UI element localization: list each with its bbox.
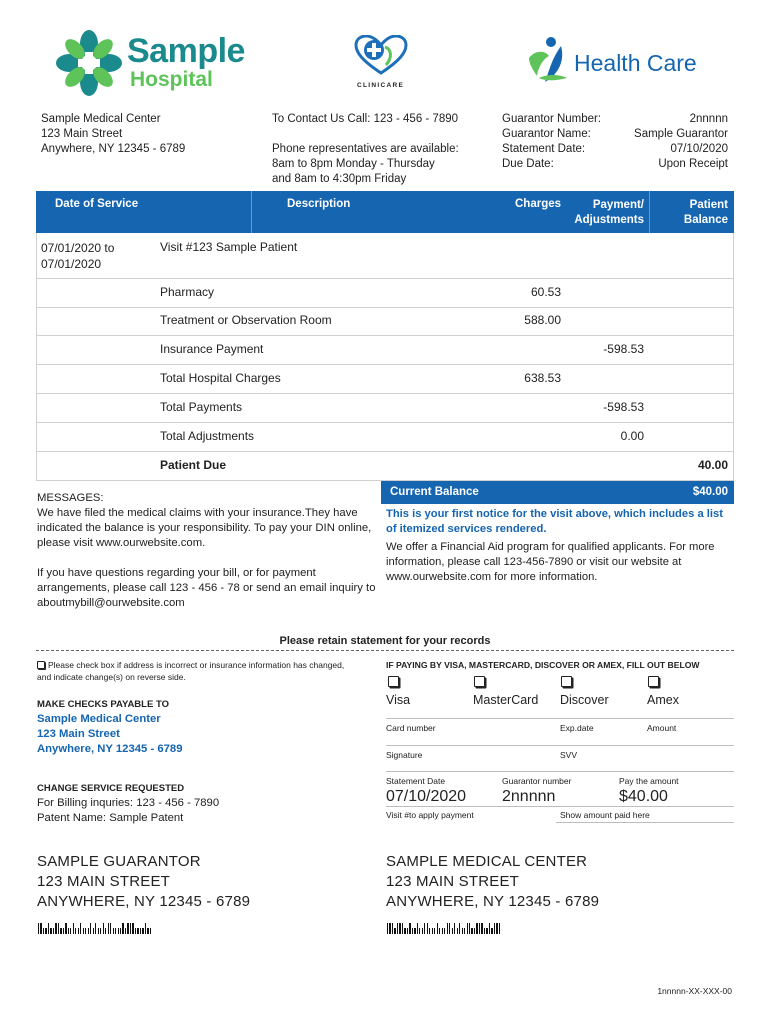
sender-address	[41, 112, 185, 157]
table-row-payment: -598.53	[603, 400, 644, 414]
header-payment-line: Adjustments	[574, 213, 644, 226]
service-date	[41, 240, 114, 272]
heart-cross-icon	[353, 35, 409, 75]
payable-line: Anywhere, NY 12345 - 6789	[37, 743, 183, 755]
payable-block	[37, 697, 182, 757]
barcode-bar	[135, 928, 136, 934]
barcode-bar	[88, 928, 89, 934]
barcode-bar	[65, 923, 66, 934]
logo-word-hospital: Hospital	[130, 68, 213, 91]
tear-line	[36, 650, 734, 651]
table-row-payment: -598.53	[603, 342, 644, 356]
barcode-bar	[90, 923, 91, 934]
guarantor-label: Statement Date:	[502, 143, 586, 155]
guarantor-label: Due Date:	[502, 158, 554, 170]
table-row-desc: Total Hospital Charges	[160, 371, 281, 385]
check-note-line: Please check box if address is incorrect or insurance information has changed,	[48, 660, 345, 670]
barcode-bar	[389, 923, 390, 934]
barcode-bar	[427, 923, 428, 934]
payable-title: MAKE CHECKS PAYABLE TO	[37, 699, 169, 710]
postal-barcode	[38, 923, 152, 934]
barcode-bar	[407, 928, 408, 934]
barcode-bar	[40, 923, 41, 934]
barcode-bar	[402, 923, 403, 934]
postal-barcode	[387, 923, 501, 934]
barcode-bar	[494, 923, 495, 934]
visa-checkbox[interactable]	[388, 676, 399, 687]
barcode-bar	[387, 923, 388, 934]
barcode-bar	[437, 923, 438, 934]
contact-line: and 8am to 4:30pm Friday	[272, 173, 407, 185]
patient-due-value: 40.00	[697, 458, 728, 472]
barcode-bar	[93, 928, 94, 934]
sender-line: 123 Main Street	[41, 128, 123, 140]
message-line: please visit www.ourwebsite.com.	[37, 537, 206, 549]
row-divider	[36, 451, 734, 452]
header-balance-line: Patient	[689, 199, 728, 211]
notice-line: This is your first notice for the visit above, which includes a list	[386, 508, 723, 520]
table-row-charge: 638.53	[524, 371, 561, 385]
balance-notice	[386, 507, 736, 585]
barcode-bar	[58, 923, 59, 934]
barcode-bar	[115, 928, 116, 934]
table-row-desc: Treatment or Observation Room	[160, 313, 332, 327]
barcode-bar	[459, 923, 460, 934]
statement-table-header	[36, 191, 734, 233]
barcode-bar	[409, 923, 410, 934]
hospital-cross-icon	[56, 30, 122, 96]
logo-word-sample: Sample	[127, 32, 245, 70]
retain-statement-note: Please retain statement for your records	[279, 635, 491, 647]
header-divider	[251, 191, 252, 233]
mastercard-checkbox[interactable]	[474, 676, 485, 687]
barcode-bar	[147, 928, 148, 934]
barcode-bar	[120, 928, 121, 934]
barcode-bar	[467, 923, 468, 934]
table-row-charge: 60.53	[530, 285, 561, 299]
visit-apply-note: Visit #to apply payment	[386, 810, 474, 820]
barcode-bar	[68, 928, 69, 934]
row-divider	[36, 335, 734, 336]
barcode-bar	[432, 928, 433, 934]
row-divider	[36, 278, 734, 279]
barcode-bar	[449, 923, 450, 934]
barcode-bar	[38, 923, 39, 934]
barcode-bar	[499, 923, 500, 934]
amount-label: Amount	[647, 723, 677, 733]
header-balance-line: Balance	[683, 213, 728, 226]
barcode-bar	[412, 928, 413, 934]
barcode-bar	[70, 928, 71, 934]
header-charges: Charges	[515, 198, 562, 210]
barcode-bar	[95, 923, 96, 934]
sample-hospital-logo	[56, 30, 256, 94]
table-row-desc: Total Adjustments	[160, 429, 255, 443]
barcode-bar	[424, 923, 425, 934]
table-left-border	[36, 233, 37, 480]
guarantor-address-line: SAMPLE GUARANTOR	[37, 853, 201, 870]
amex-checkbox[interactable]	[648, 676, 659, 687]
barcode-bar	[43, 928, 44, 934]
aid-line: www.ourwebsite.com for more information.	[386, 571, 598, 583]
header-payment-line: Payment/	[592, 199, 644, 211]
contact-line: To Contact Us Call: 123 - 456 - 7890	[272, 113, 459, 125]
barcode-bar	[464, 928, 465, 934]
billing-inquiries: For Billing inquries: 123 - 456 - 7890	[37, 797, 220, 809]
clinicare-logo	[351, 35, 411, 93]
barcode-bar	[399, 923, 400, 934]
address-change-checkbox[interactable]	[37, 661, 45, 669]
exp-date-label: Exp.date	[560, 723, 594, 733]
barcode-bar	[474, 928, 475, 934]
health-care-logo	[525, 36, 735, 86]
form-line	[386, 806, 734, 807]
table-row-charge: 588.00	[524, 313, 561, 327]
card-label-discover: Discover	[560, 693, 609, 707]
barcode-bar	[434, 928, 435, 934]
barcode-bar	[105, 928, 106, 934]
barcode-bar	[496, 923, 497, 934]
guarantor-address-line: 123 MAIN STREET	[37, 873, 171, 890]
statement-date-value: 07/10/2020	[386, 788, 467, 805]
header-payment	[574, 198, 644, 227]
barcode-bar	[137, 928, 138, 934]
barcode-bar	[417, 923, 418, 934]
barcode-bar	[78, 928, 79, 934]
pay-amount-label: Pay the amount	[619, 776, 679, 786]
row-divider	[36, 393, 734, 394]
message-line: We have filed the medical claims with your insurance.They have	[37, 507, 358, 519]
barcode-bar	[118, 928, 119, 934]
header-divider	[649, 191, 650, 233]
barcode-bar	[80, 923, 81, 934]
barcode-bar	[457, 928, 458, 934]
barcode-bar	[55, 923, 56, 934]
patient-name: Patent Name: Sample Patent	[37, 812, 184, 824]
barcode-bar	[469, 923, 470, 934]
table-row-desc: Total Payments	[160, 400, 243, 414]
current-balance-value: $40.00	[692, 486, 728, 498]
message-line: arrangements, please call 123 - 456 - 78 or send an email inquiry to	[37, 582, 376, 594]
statement-date-label: Statement Date	[386, 776, 446, 786]
barcode-bar	[422, 928, 423, 934]
footer-code: 1nnnnn-XX-XXX-00	[657, 986, 732, 996]
barcode-bar	[444, 928, 445, 934]
notice-line: of itemized services rendered.	[386, 523, 547, 535]
table-row-payment: 0.00	[620, 429, 644, 443]
contact-line: Phone representatives are available:	[272, 143, 459, 155]
header-description: Description	[287, 198, 351, 210]
aid-line: We offer a Financial Aid program for qualified applicants. For more	[386, 541, 715, 553]
barcode-bar	[60, 928, 61, 934]
header-patient-balance	[684, 198, 728, 227]
center-address-line: SAMPLE MEDICAL CENTER	[386, 853, 588, 870]
center-address-line: 123 MAIN STREET	[386, 873, 520, 890]
barcode-bar	[489, 923, 490, 934]
change-service-block	[37, 781, 219, 826]
barcode-bar	[53, 928, 54, 934]
barcode-bar	[63, 928, 64, 934]
barcode-bar	[127, 923, 128, 934]
service-date-line: 07/01/2020 to	[41, 241, 115, 255]
barcode-bar	[83, 928, 84, 934]
form-line	[386, 771, 734, 772]
visit-description: Visit #123 Sample Patient	[160, 240, 298, 254]
barcode-bar	[75, 928, 76, 934]
barcode-bar	[452, 928, 453, 934]
form-line	[386, 718, 734, 719]
payable-line: 123 Main Street	[37, 728, 120, 740]
message-line: If you have questions regarding your bill, or for payment	[37, 567, 316, 579]
barcode-bar	[419, 928, 420, 934]
pay-amount-value: $40.00	[619, 788, 668, 805]
guarantor-values	[634, 112, 728, 172]
payable-line: Sample Medical Center	[37, 713, 161, 725]
guarantor-number-label: Guarantor number	[502, 776, 572, 786]
card-number-label: Card number	[386, 723, 436, 733]
current-balance-label: Current Balance	[390, 486, 479, 498]
row-divider	[36, 364, 734, 365]
barcode-bar	[130, 923, 131, 934]
sender-line: Sample Medical Center	[41, 113, 161, 125]
table-right-border	[733, 233, 734, 480]
card-payment-title: IF PAYING BY VISA, MASTERCARD, DISCOVER OR AMEX, FILL OUT BELOW	[386, 660, 700, 670]
barcode-bar	[98, 928, 99, 934]
barcode-bar	[100, 928, 101, 934]
center-address-line: ANYWHERE, NY 12345 - 6789	[386, 893, 600, 910]
barcode-bar	[85, 928, 86, 934]
change-service-title: CHANGE SERVICE REQUESTED	[37, 783, 185, 794]
service-date-line: 07/01/2020	[41, 257, 102, 271]
barcode-bar	[414, 928, 415, 934]
contact-info	[272, 112, 459, 187]
guarantor-value: 07/10/2020	[670, 143, 728, 155]
guarantor-value: Upon Receipt	[658, 158, 728, 170]
health-care-wordmark: Health Care	[574, 50, 697, 76]
barcode-bar	[392, 923, 393, 934]
guarantor-value: Sample Guarantor	[634, 128, 728, 140]
card-label-mastercard: MasterCard	[473, 693, 539, 707]
barcode-bar	[442, 928, 443, 934]
barcode-bar	[103, 923, 104, 934]
sender-line: Anywhere, NY 12345 - 6789	[41, 143, 186, 155]
guarantor-number-value: 2nnnnn	[502, 788, 556, 805]
barcode-bar	[125, 928, 126, 934]
card-label-visa: Visa	[386, 693, 411, 707]
barcode-bar	[150, 928, 151, 934]
signature-label: Signature	[386, 750, 423, 760]
guarantor-label: Guarantor Number:	[502, 113, 602, 125]
current-balance-bar	[381, 481, 734, 504]
patient-due-label: Patient Due	[160, 458, 227, 472]
barcode-bar	[50, 928, 51, 934]
barcode-bar	[462, 928, 463, 934]
guarantor-address-line: ANYWHERE, NY 12345 - 6789	[37, 893, 251, 910]
address-change-checkbox-row	[37, 659, 377, 683]
table-row-desc: Pharmacy	[160, 285, 215, 299]
barcode-bar	[110, 923, 111, 934]
show-amount-note: Show amount paid here	[560, 810, 650, 820]
barcode-bar	[140, 928, 141, 934]
table-row-desc: Insurance Payment	[160, 342, 264, 356]
barcode-bar	[471, 928, 472, 934]
guarantor-labels	[502, 112, 601, 172]
barcode-bar	[142, 928, 143, 934]
check-note-line: and indicate change(s) on reverse side.	[37, 672, 186, 682]
row-divider	[36, 422, 734, 423]
barcode-bar	[122, 923, 123, 934]
form-line	[556, 822, 734, 823]
barcode-bar	[481, 923, 482, 934]
barcode-bar	[397, 923, 398, 934]
barcode-bar	[132, 923, 133, 934]
guarantor-label: Guarantor Name:	[502, 128, 591, 140]
guarantor-address	[37, 852, 250, 912]
barcode-bar	[439, 928, 440, 934]
person-leaf-icon	[525, 36, 571, 84]
message-line: aboutmybill@ourwebsite.com	[37, 597, 185, 609]
barcode-bar	[476, 923, 477, 934]
message-line: indicated the balance is your responsibility. To pay your DIN online,	[37, 522, 372, 534]
barcode-bar	[486, 928, 487, 934]
form-line	[386, 745, 734, 746]
center-address	[386, 852, 599, 912]
barcode-bar	[394, 928, 395, 934]
barcode-bar	[45, 928, 46, 934]
row-divider	[36, 307, 734, 308]
clinicare-wordmark: CLINICARE	[357, 82, 405, 89]
guarantor-value: 2nnnnn	[689, 113, 728, 125]
barcode-bar	[429, 928, 430, 934]
header-date-of-service: Date of Service	[55, 198, 139, 210]
barcode-bar	[479, 923, 480, 934]
barcode-bar	[113, 928, 114, 934]
barcode-bar	[447, 923, 448, 934]
discover-checkbox[interactable]	[561, 676, 572, 687]
barcode-bar	[48, 923, 49, 934]
card-label-amex: Amex	[647, 693, 679, 707]
contact-line: 8am to 8pm Monday - Thursday	[272, 158, 435, 170]
messages-title: MESSAGES:	[37, 492, 104, 504]
aid-line: information, please call 123-456-7890 or visit our website at	[386, 556, 682, 568]
barcode-bar	[108, 923, 109, 934]
barcode-bar	[73, 923, 74, 934]
barcode-bar	[491, 928, 492, 934]
barcode-bar	[404, 928, 405, 934]
barcode-bar	[145, 923, 146, 934]
barcode-bar	[484, 928, 485, 934]
messages-block	[37, 491, 382, 611]
barcode-bar	[454, 923, 455, 934]
svv-label: SVV	[560, 750, 578, 760]
